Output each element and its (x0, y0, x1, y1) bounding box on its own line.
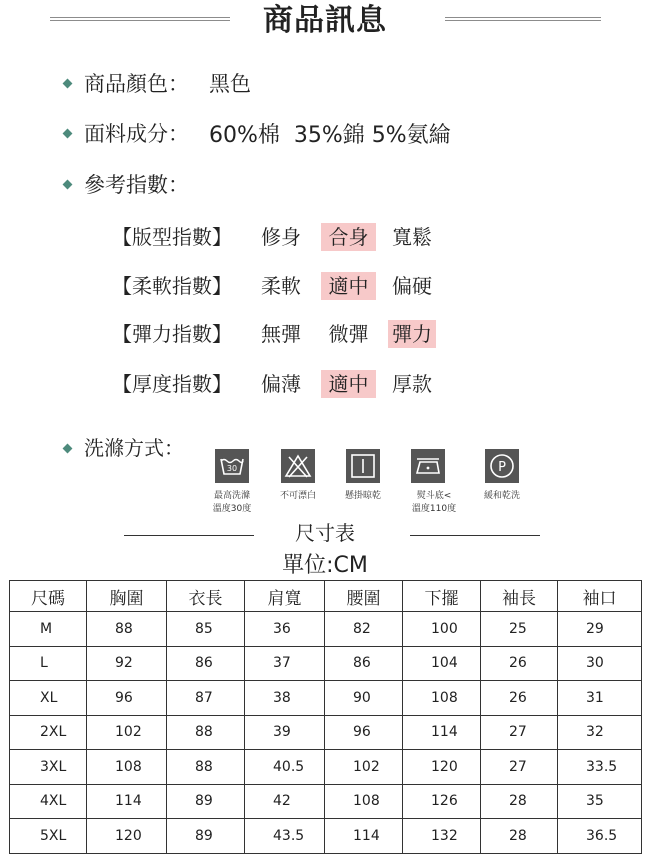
index-option: 柔軟 (261, 274, 301, 298)
measure-cell: 25 (481, 612, 558, 647)
care-caption: 最高洗滌 溫度30度 (212, 491, 252, 514)
size-cell: 4XL (10, 784, 87, 819)
table-header-cell: 尺碼 (10, 581, 87, 612)
measure-cell: 35 (558, 784, 642, 819)
measure-cell: 89 (167, 819, 245, 854)
color-label: 商品顏色： (84, 72, 189, 96)
measure-cell: 39 (245, 715, 325, 750)
table-header-cell: 袖長 (481, 581, 558, 612)
care-caption: 不可漂白 (279, 491, 316, 501)
measure-cell: 38 (245, 681, 325, 716)
measure-cell: 28 (481, 819, 558, 854)
index-row-label: 【厚度指數】 (112, 372, 232, 396)
index-option-selected: 適中 (321, 272, 376, 300)
measure-cell: 40.5 (245, 750, 325, 785)
table-row (10, 819, 642, 854)
index-option: 無彈 (261, 322, 301, 346)
measure-cell: 108 (325, 784, 403, 819)
size-cell: XL (10, 681, 87, 716)
measure-cell: 27 (481, 715, 558, 750)
table-row (10, 681, 642, 716)
measure-cell: 108 (87, 750, 167, 785)
table-row (10, 784, 642, 819)
iron-icon (411, 449, 445, 483)
bullet-diamond-icon (63, 180, 73, 190)
table-row (10, 646, 642, 681)
size-cell: 3XL (10, 750, 87, 785)
index-option: 偏薄 (261, 372, 301, 396)
measure-cell: 88 (167, 750, 245, 785)
dry-clean-p-icon (485, 449, 519, 483)
table-row (10, 612, 642, 647)
index-row-label: 【柔軟指數】 (112, 274, 232, 298)
index-option: 修身 (261, 225, 301, 249)
measure-cell: 114 (325, 819, 403, 854)
measure-cell: 120 (87, 819, 167, 854)
table-header-cell: 衣長 (167, 581, 245, 612)
measure-cell: 120 (403, 750, 481, 785)
measure-cell: 86 (325, 646, 403, 681)
index-option: 厚款 (392, 372, 432, 396)
measure-cell: 92 (87, 646, 167, 681)
index-option-selected: 合身 (321, 223, 376, 251)
size-cell: L (10, 646, 87, 681)
measure-cell: 26 (481, 646, 558, 681)
measure-cell: 36.5 (558, 819, 642, 854)
measure-cell: 85 (167, 612, 245, 647)
measure-cell: 89 (167, 784, 245, 819)
measure-cell: 29 (558, 612, 642, 647)
size-chart-title: 尺寸表 (295, 521, 355, 545)
index-option: 寬鬆 (392, 225, 432, 249)
measure-cell: 104 (403, 646, 481, 681)
measure-cell: 108 (403, 681, 481, 716)
table-row (10, 750, 642, 785)
bullet-diamond-icon (63, 444, 73, 454)
size-title-rule-right (410, 535, 540, 536)
color-value: 黑色 (209, 72, 251, 96)
svg-text:30: 30 (226, 464, 238, 473)
size-table (9, 580, 642, 854)
index-row-label: 【版型指數】 (112, 225, 232, 249)
page-title: 商品訊息 (263, 3, 387, 38)
table-header-cell: 胸圍 (87, 581, 167, 612)
bullet-diamond-icon (63, 79, 73, 89)
measure-cell: 126 (403, 784, 481, 819)
measure-cell: 37 (245, 646, 325, 681)
measure-cell: 88 (87, 612, 167, 647)
measure-cell: 42 (245, 784, 325, 819)
size-cell: 5XL (10, 819, 87, 854)
care-caption: 懸掛晾乾 (344, 491, 381, 501)
measure-cell: 30 (558, 646, 642, 681)
fabric-value: 60%棉 35%錦 5%氨綸 (209, 123, 451, 148)
index-row-label: 【彈力指數】 (112, 322, 232, 346)
table-header-row (10, 581, 642, 612)
measure-cell: 33.5 (558, 750, 642, 785)
size-chart-unit: 單位:CM (282, 553, 368, 578)
measure-cell: 82 (325, 612, 403, 647)
table-header-cell: 袖口 (558, 581, 642, 612)
care-caption: 緩和乾洗 (483, 491, 520, 501)
measure-cell: 43.5 (245, 819, 325, 854)
measure-cell: 87 (167, 681, 245, 716)
measure-cell: 90 (325, 681, 403, 716)
table-header-cell: 下擺 (403, 581, 481, 612)
svg-text:P: P (498, 460, 506, 475)
measure-cell: 100 (403, 612, 481, 647)
wash-30-icon (215, 449, 249, 483)
index-option-selected: 彈力 (388, 320, 436, 348)
index-option: 偏硬 (392, 274, 432, 298)
size-cell: 2XL (10, 715, 87, 750)
measure-cell: 114 (403, 715, 481, 750)
measure-cell: 31 (558, 681, 642, 716)
index-option-selected: 適中 (321, 370, 376, 398)
measure-cell: 102 (87, 715, 167, 750)
measure-cell: 28 (481, 784, 558, 819)
table-row (10, 715, 642, 750)
measure-cell: 114 (87, 784, 167, 819)
measure-cell: 26 (481, 681, 558, 716)
measure-cell: 32 (558, 715, 642, 750)
measure-cell: 132 (403, 819, 481, 854)
bullet-diamond-icon (63, 129, 73, 139)
washing-label: 洗滌方式： (84, 436, 184, 460)
title-rule-right (445, 17, 601, 21)
fabric-label: 面料成分： (84, 122, 189, 146)
size-cell: M (10, 612, 87, 647)
index-option: 微彈 (328, 322, 369, 346)
hang-dry-icon (346, 449, 380, 483)
measure-cell: 27 (481, 750, 558, 785)
no-bleach-icon (281, 449, 315, 483)
measure-cell: 88 (167, 715, 245, 750)
table-header-cell: 肩寬 (245, 581, 325, 612)
measure-cell: 96 (87, 681, 167, 716)
measure-cell: 102 (325, 750, 403, 785)
table-header-cell: 腰圍 (325, 581, 403, 612)
reference-label: 參考指數： (84, 173, 189, 197)
measure-cell: 96 (325, 715, 403, 750)
care-caption: 熨斗底< 溫度110度 (411, 491, 457, 514)
measure-cell: 36 (245, 612, 325, 647)
measure-cell: 86 (167, 646, 245, 681)
